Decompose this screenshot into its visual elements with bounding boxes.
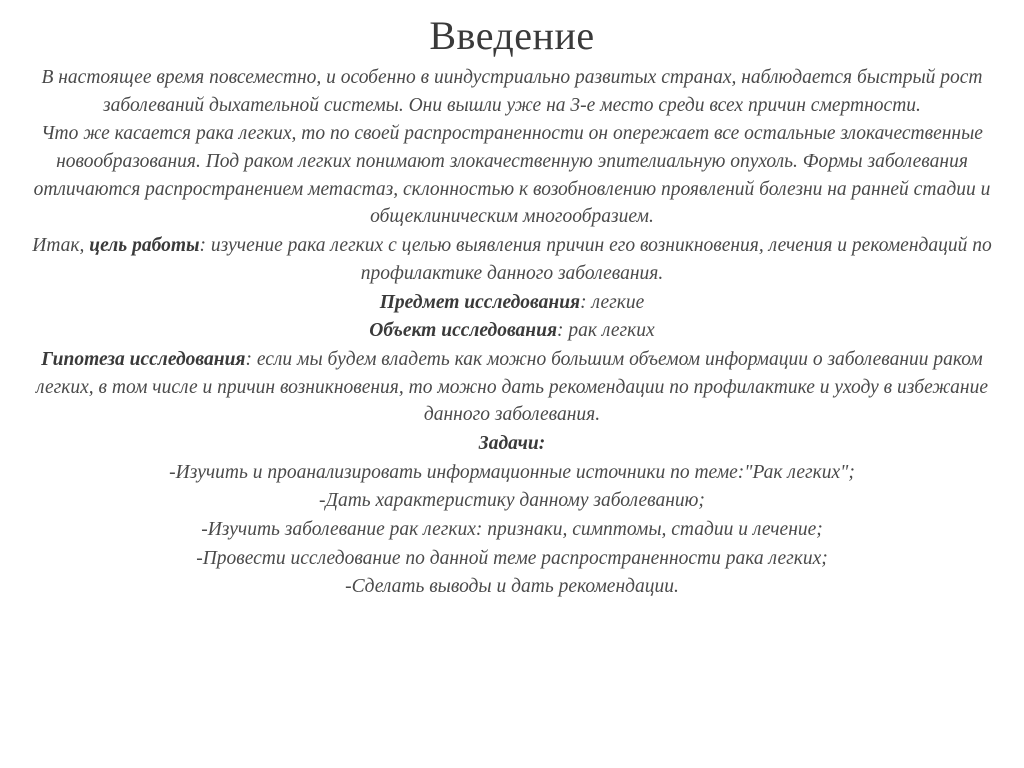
- emphasis-text: Гипотеза исследования: [41, 348, 246, 370]
- body-text: -Сделать выводы и дать рекомендации.: [345, 576, 679, 598]
- paragraph-subject: [32, 289, 992, 317]
- paragraph-task-1: [32, 459, 992, 487]
- body-text: : легкие: [580, 291, 645, 313]
- emphasis-text: цель работы: [89, 235, 200, 257]
- emphasis-text: Задачи:: [478, 432, 546, 454]
- paragraph-lung-cancer: [32, 120, 992, 231]
- paragraph-intro: [32, 64, 992, 119]
- body-text: -Провести исследование по данной теме распространенности рака легких;: [196, 547, 828, 569]
- body-text: : изучение рака легких с целью выявления причин его возникновения, лечения и рекомендаций по профилактике данного заболевания.: [199, 235, 992, 284]
- emphasis-text: Предмет исследования: [379, 291, 581, 313]
- paragraph-list: [32, 64, 992, 601]
- paragraph-task-4: [32, 545, 992, 573]
- paragraph-goal: [32, 232, 992, 287]
- body-text: -Изучить заболевание рак легких: признаки, симптомы, стадии и лечение;: [201, 519, 823, 540]
- slide-body: [32, 64, 992, 602]
- body-text: -Дать характеристику данному заболеванию;: [319, 490, 705, 512]
- paragraph-hypothesis: [32, 346, 992, 429]
- body-text: : рак легких: [557, 320, 655, 342]
- body-text: -Изучить и проанализировать информационные источники по теме:"Рак легких";: [169, 461, 855, 483]
- body-text: Что же касается рака легких, то по своей распространенности он опережает все остальные злокачественные новообразования. Под раком легких понимают злокачественную эпителиальную опухоль. Формы заболевания отличаются распространением метастаз, склонностью к возобновлению проявлений болезни на ранней стадии и общеклиническим многообразием.: [33, 123, 991, 228]
- body-text: : если мы будем владеть как можно большим объемом информации о заболевании раком легких, в том числе и причин возникновения, то можно дать рекомендации по профилактике и уходу в избежание данного заболевания.: [36, 348, 988, 426]
- page-title: Введение: [429, 13, 595, 58]
- paragraph-task-5: [32, 573, 992, 601]
- paragraph-task-2: [32, 487, 992, 515]
- paragraph-task-3: [32, 516, 992, 544]
- emphasis-text: Объект исследования: [369, 320, 558, 342]
- paragraph-tasks-heading: [32, 430, 992, 458]
- paragraph-object: [32, 317, 992, 345]
- body-text: В настоящее время повсеместно, и особенно в ииндустриально развитых странах, наблюдается быстрый рост заболеваний дыхательной системы. Они вышли уже на 3-е место среди всех причин смертности.: [41, 67, 983, 116]
- body-text: Итак,: [32, 235, 90, 257]
